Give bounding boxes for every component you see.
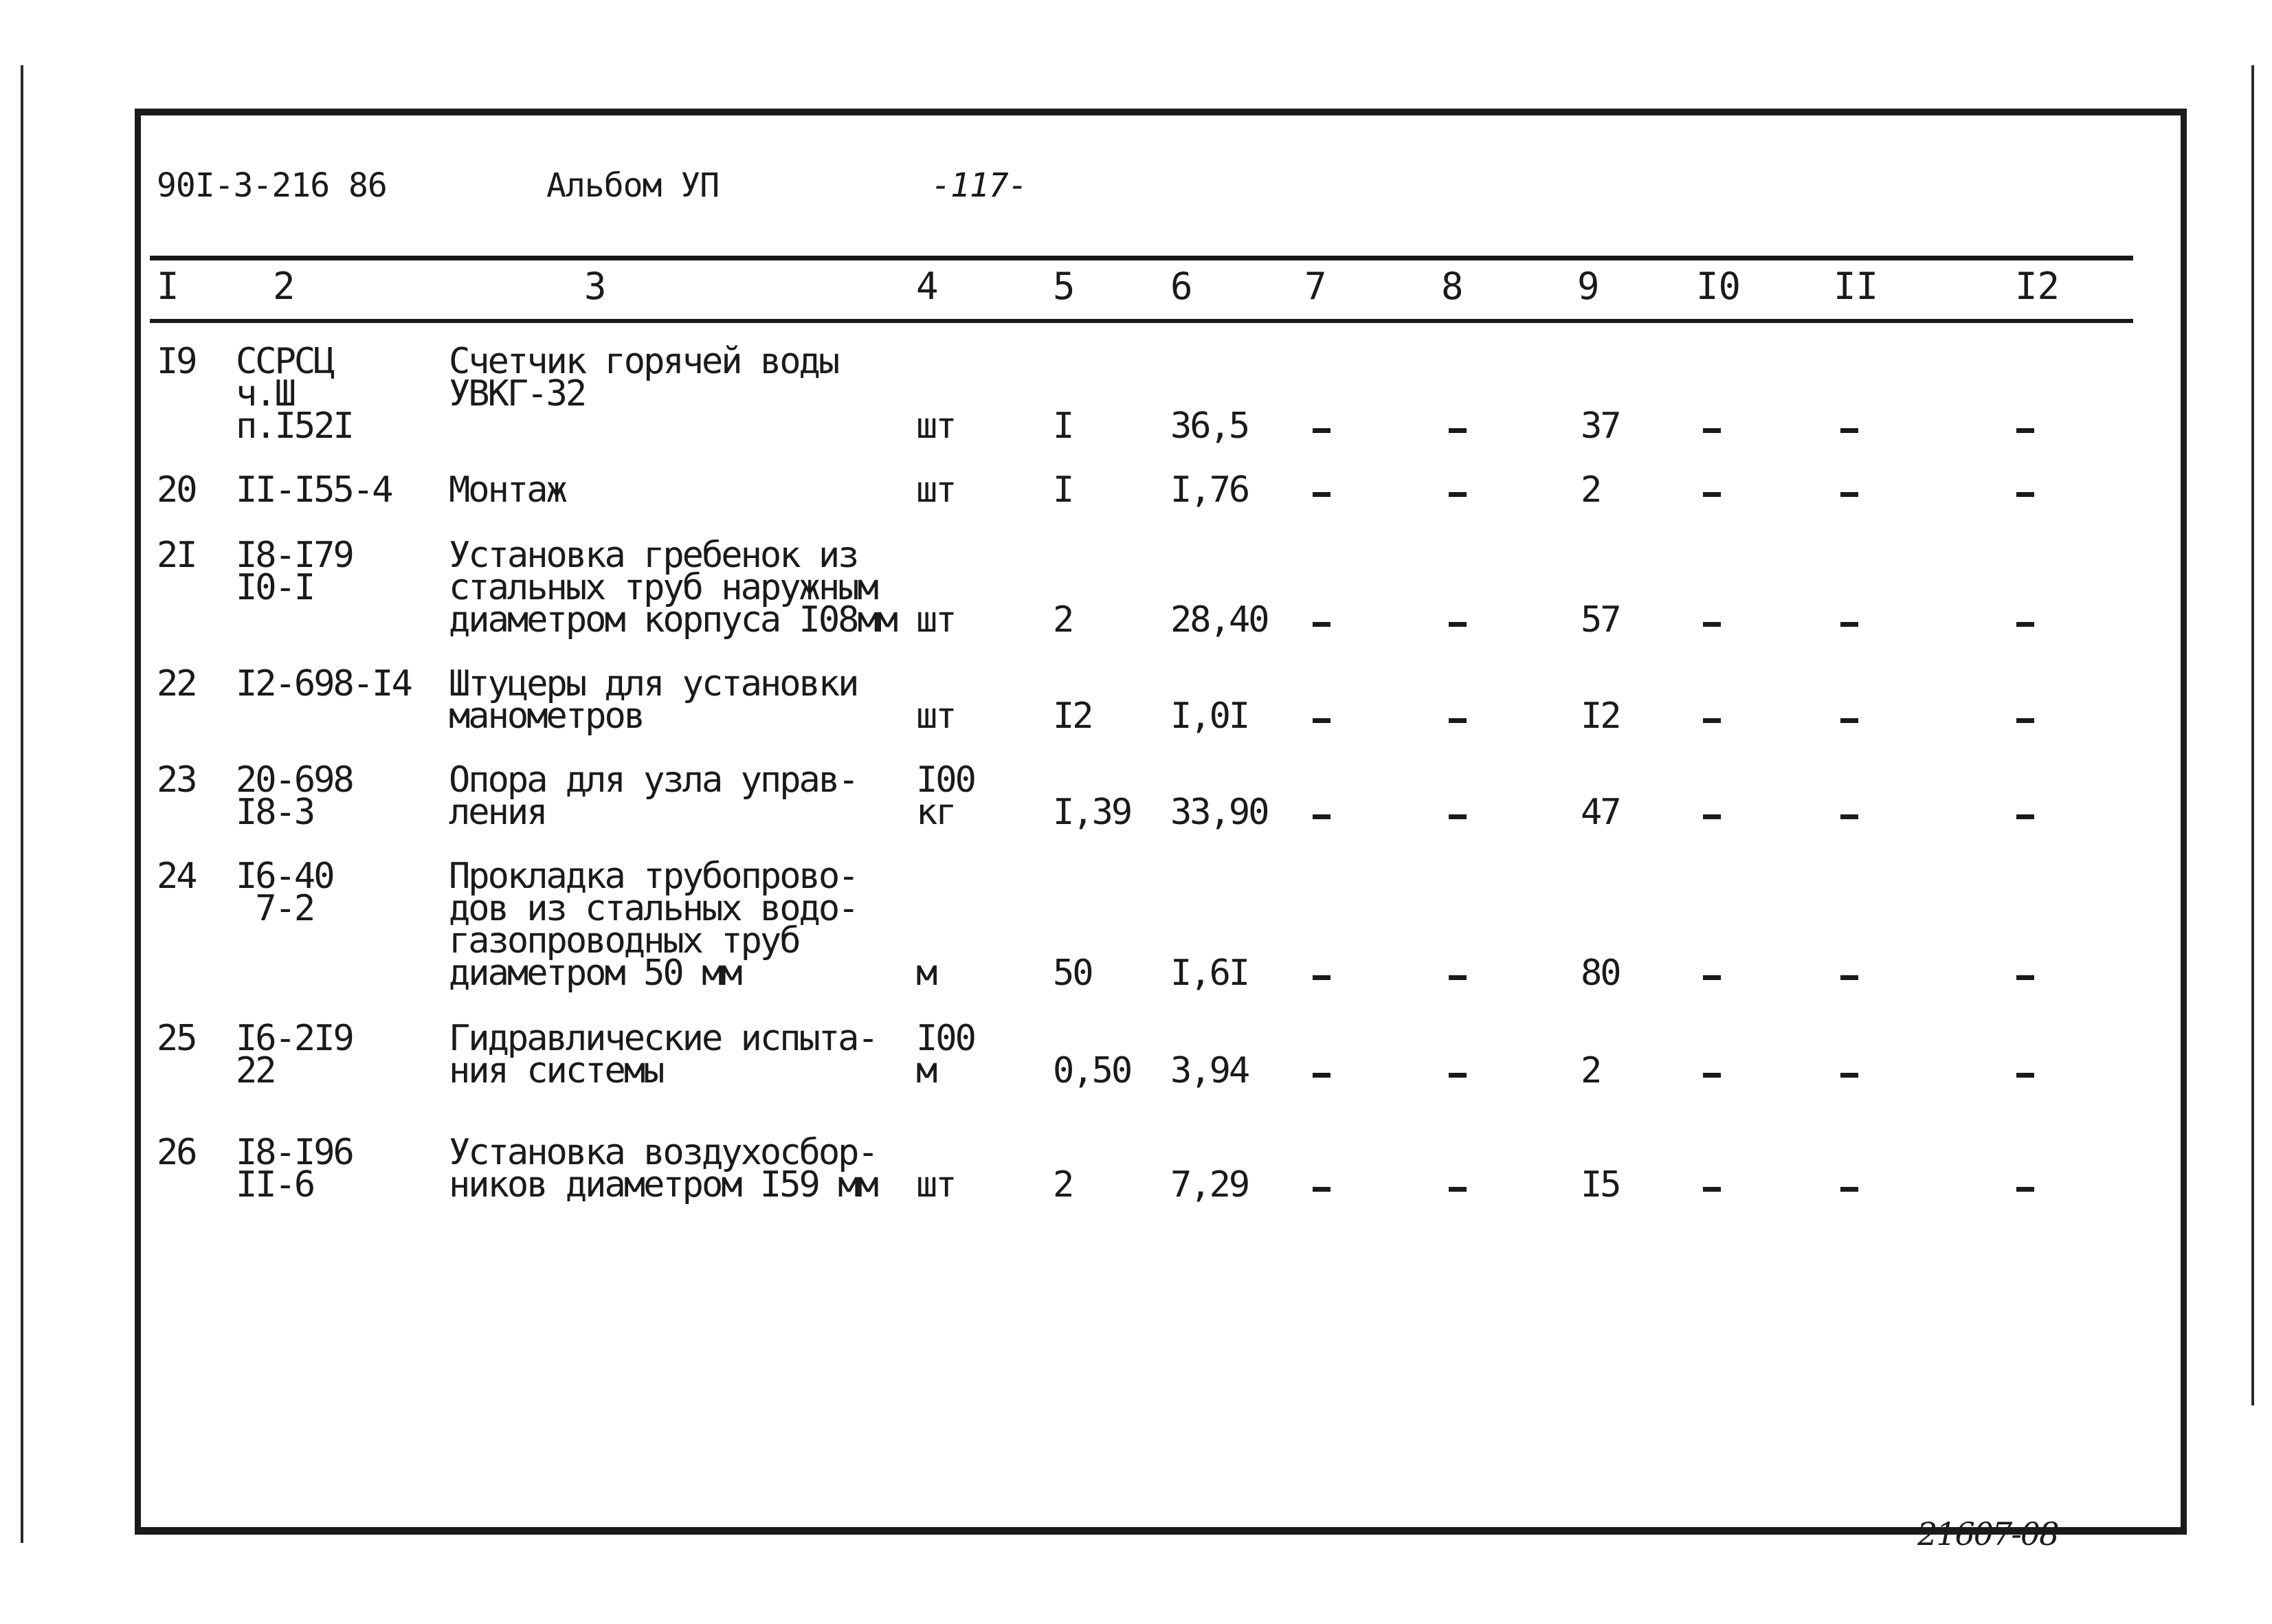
- value-col-6: 36,5: [1170, 405, 1249, 447]
- dash-mark: [1703, 814, 1721, 819]
- page-number: -117-: [931, 166, 1027, 205]
- dash-mark: [1840, 1073, 1858, 1078]
- quantity-cell: I2: [1053, 696, 1092, 737]
- value-col-9: 57: [1581, 599, 1620, 641]
- quantity-cell: 0,50: [1053, 1050, 1131, 1091]
- dash-mark: [1840, 814, 1858, 819]
- row-number: 22: [157, 663, 196, 704]
- dash-mark: [1840, 622, 1858, 627]
- dash-mark: [1840, 1187, 1858, 1192]
- row-number: 24: [157, 856, 196, 897]
- table-top-rule: [150, 256, 2133, 260]
- work-name: Установка воздухосбор- ников диаметром I59 мм: [449, 1132, 877, 1205]
- dash-mark: [1703, 492, 1721, 497]
- column-number: 2: [273, 265, 296, 308]
- dash-mark: [1703, 718, 1721, 723]
- dash-mark: [1449, 1187, 1467, 1192]
- value-col-9: 47: [1581, 792, 1620, 833]
- norm-code: I8-I79 I0-I: [236, 535, 353, 608]
- dash-mark: [1840, 718, 1858, 723]
- dash-mark: [1449, 492, 1467, 497]
- dash-mark: [1703, 975, 1721, 980]
- left-edge-line: [21, 65, 23, 1543]
- value-col-6: 3,94: [1170, 1050, 1249, 1091]
- dash-mark: [2016, 1187, 2034, 1192]
- right-edge-line: [2251, 65, 2254, 1405]
- work-name: Счетчик горячей воды УВКГ-32: [449, 341, 838, 414]
- norm-code: I2-698-I4: [236, 663, 411, 704]
- column-number: 5: [1053, 265, 1076, 308]
- column-number: 9: [1577, 265, 1600, 308]
- row-number: 26: [157, 1132, 196, 1173]
- value-col-6: I,76: [1170, 469, 1249, 511]
- dash-mark: [1703, 1073, 1721, 1078]
- row-number: 2I: [157, 535, 196, 576]
- value-col-6: 33,90: [1170, 792, 1268, 833]
- column-number: I0: [1696, 265, 1741, 308]
- dash-mark: [1313, 814, 1330, 819]
- dash-mark: [1840, 975, 1858, 980]
- row-number: I9: [157, 341, 196, 382]
- unit-cell: шт: [916, 1164, 955, 1205]
- value-col-9: 2: [1581, 469, 1601, 511]
- value-col-9: I5: [1581, 1164, 1620, 1205]
- value-col-6: I,6I: [1170, 953, 1249, 994]
- column-number: II: [1834, 265, 1879, 308]
- dash-mark: [1449, 814, 1467, 819]
- column-number: 3: [584, 265, 607, 308]
- value-col-6: 7,29: [1170, 1164, 1249, 1205]
- dash-mark: [1840, 492, 1858, 497]
- dash-mark: [1313, 1073, 1330, 1078]
- column-number: 4: [916, 265, 939, 308]
- dash-mark: [2016, 428, 2034, 433]
- dash-mark: [1313, 622, 1330, 627]
- unit-cell: шт: [916, 696, 955, 737]
- value-col-9: 37: [1581, 405, 1620, 447]
- dash-mark: [2016, 814, 2034, 819]
- dash-mark: [2016, 718, 2034, 723]
- quantity-cell: I: [1053, 469, 1073, 511]
- row-number: 20: [157, 469, 196, 511]
- dash-mark: [2016, 1073, 2034, 1078]
- value-col-9: 2: [1581, 1050, 1601, 1091]
- dash-mark: [1703, 428, 1721, 433]
- dash-mark: [1449, 718, 1467, 723]
- album-title: Альбом УП: [546, 166, 720, 205]
- dash-mark: [2016, 492, 2034, 497]
- dash-mark: [2016, 622, 2034, 627]
- column-number: I2: [2015, 265, 2060, 308]
- norm-code: I6-40 7-2: [236, 856, 333, 929]
- value-col-9: I2: [1581, 696, 1620, 737]
- document-code: 90I-3-216 86: [157, 166, 387, 205]
- quantity-cell: 50: [1053, 953, 1092, 994]
- norm-code: II-I55-4: [236, 469, 392, 511]
- footer-code: 21607-08: [1917, 1515, 2058, 1553]
- column-number: I: [157, 265, 179, 308]
- dash-mark: [1313, 718, 1330, 723]
- work-name: Штуцеры для установки манометров: [449, 663, 858, 737]
- work-name: Прокладка трубопрово- дов из стальных водо- газопроводных труб диаметром 50 мм: [449, 856, 858, 994]
- column-number: 8: [1441, 265, 1464, 308]
- dash-mark: [1313, 492, 1330, 497]
- unit-cell: I00 м: [916, 1018, 974, 1091]
- value-col-9: 80: [1581, 953, 1620, 994]
- dash-mark: [2016, 975, 2034, 980]
- quantity-cell: I,39: [1053, 792, 1131, 833]
- unit-cell: шт: [916, 405, 955, 447]
- norm-code: I6-2I9 22: [236, 1018, 353, 1091]
- dash-mark: [1313, 1187, 1330, 1192]
- quantity-cell: 2: [1053, 1164, 1073, 1205]
- dash-mark: [1449, 1073, 1467, 1078]
- norm-code: ССРСЦ ч.Ш п.I52I: [236, 341, 353, 447]
- quantity-cell: I: [1053, 405, 1073, 447]
- table-header-rule: [150, 319, 2133, 323]
- unit-cell: шт: [916, 469, 955, 511]
- quantity-cell: 2: [1053, 599, 1073, 641]
- value-col-6: I,0I: [1170, 696, 1249, 737]
- work-name: Монтаж: [449, 469, 566, 511]
- column-number: 7: [1304, 265, 1327, 308]
- norm-code: 20-698 I8-3: [236, 759, 353, 833]
- work-name: Опора для узла управ- ления: [449, 759, 858, 833]
- unit-cell: шт: [916, 599, 955, 641]
- work-name: Установка гребенок из стальных труб наружным диаметром корпуса I08мм: [449, 535, 897, 641]
- value-col-6: 28,40: [1170, 599, 1268, 641]
- row-number: 23: [157, 759, 196, 801]
- column-number: 6: [1170, 265, 1193, 308]
- norm-code: I8-I96 II-6: [236, 1132, 353, 1205]
- dash-mark: [1313, 428, 1330, 433]
- dash-mark: [1840, 428, 1858, 433]
- unit-cell: м: [916, 953, 936, 994]
- dash-mark: [1703, 1187, 1721, 1192]
- dash-mark: [1449, 975, 1467, 980]
- dash-mark: [1449, 428, 1467, 433]
- dash-mark: [1449, 622, 1467, 627]
- dash-mark: [1313, 975, 1330, 980]
- work-name: Гидравлические испыта- ния системы: [449, 1018, 877, 1091]
- dash-mark: [1703, 622, 1721, 627]
- unit-cell: I00 кг: [916, 759, 974, 833]
- row-number: 25: [157, 1018, 196, 1059]
